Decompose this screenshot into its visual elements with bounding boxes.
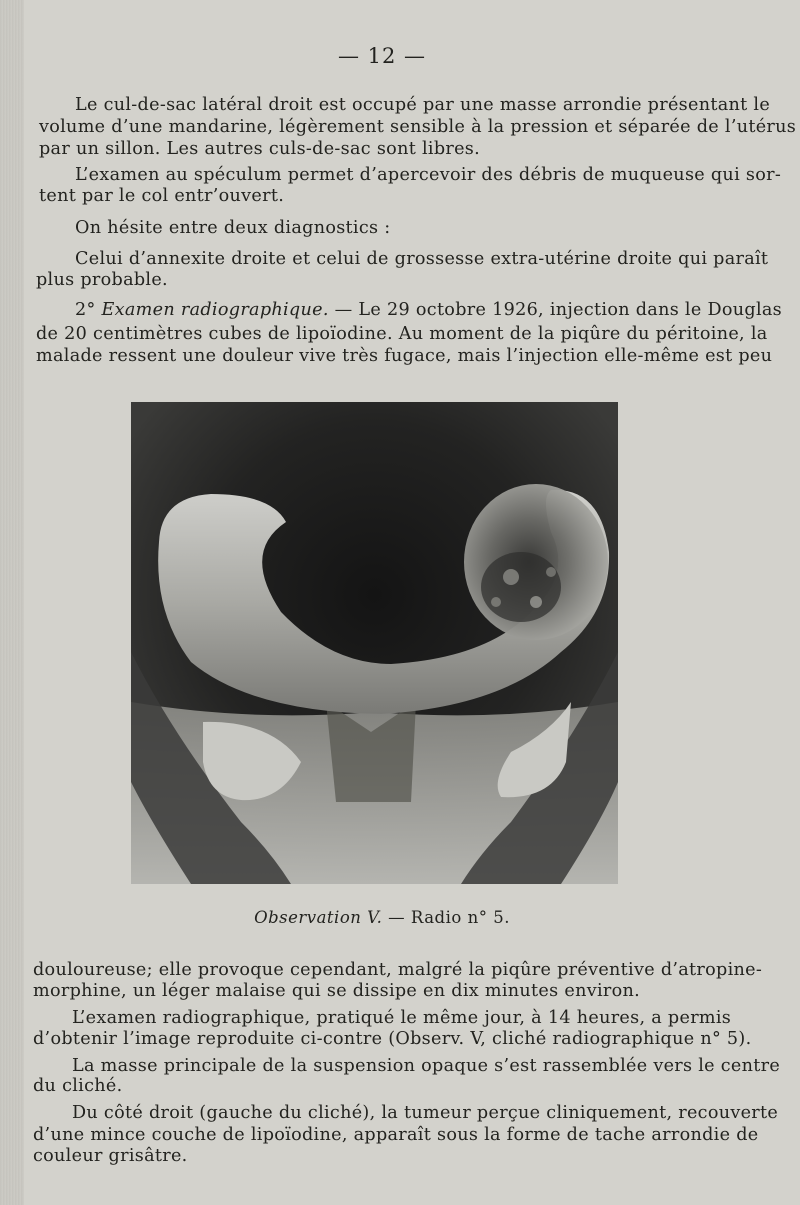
caption-radio: — Radio n° 5. [382, 908, 510, 927]
text-line: par un sillon. Les autres culs-de-sac sont libres. [39, 139, 481, 159]
section-title: Examen radiographique. [101, 300, 329, 320]
text-line: tent par le col entr’ouvert. [39, 186, 285, 206]
page-binding-edge [0, 0, 24, 1205]
page-number: — 12 — [337, 44, 427, 68]
text-line: On hésite entre deux diagnostics : [75, 218, 391, 238]
text-line: L’examen au spéculum permet d’apercevoir des débris de muqueuse qui sor- [75, 165, 782, 185]
text-line: L’examen radiographique, pratiqué le même jour, à 14 heures, a permis [72, 1008, 732, 1028]
text-line: du cliché. [33, 1076, 123, 1096]
text-line: Celui d’annexite droite et celui de grossesse extra-utérine droite qui paraît [75, 249, 769, 269]
text-line: malade ressent une douleur vive très fugace, mais l’injection elle-même est peu [36, 346, 773, 366]
figure-caption [0, 908, 764, 927]
text-line-lead [75, 300, 782, 320]
text-line: volume d’une mandarine, légèrement sensible à la pression et séparée de l’utérus [39, 117, 797, 137]
radiograph-image [131, 402, 618, 884]
text-line: douloureuse; elle provoque cependant, malgré la piqûre préventive d’atropine- [33, 960, 763, 980]
text-line: de 20 centimètres cubes de lipoïodine. Au moment de la piqûre du péritoine, la [36, 324, 768, 344]
text-line: d’obtenir l’image reproduite ci-contre (Observ. V, cliché radiographique n° 5). [33, 1029, 752, 1049]
radiograph-figure [131, 402, 618, 884]
text-line: Du côté droit (gauche du cliché), la tumeur perçue cliniquement, recouverte [72, 1103, 779, 1123]
text-run: — Le 29 octobre 1926, injection dans le Douglas [328, 300, 783, 320]
text-line: Le cul-de-sac latéral droit est occupé par une masse arrondie présentant le [75, 95, 771, 115]
text-line: La masse principale de la suspension opaque s’est rassemblée vers le centre [72, 1056, 781, 1076]
text-line: morphine, un léger malaise qui se dissipe en dix minutes environ. [33, 981, 640, 1001]
text-line: plus probable. [36, 270, 168, 290]
section-number: 2° [75, 300, 96, 320]
caption-observation: Observation V. [254, 908, 383, 927]
text-line: couleur grisâtre. [33, 1146, 188, 1166]
text-line: d’une mince couche de lipoïodine, apparaît sous la forme de tache arrondie de [33, 1125, 759, 1145]
